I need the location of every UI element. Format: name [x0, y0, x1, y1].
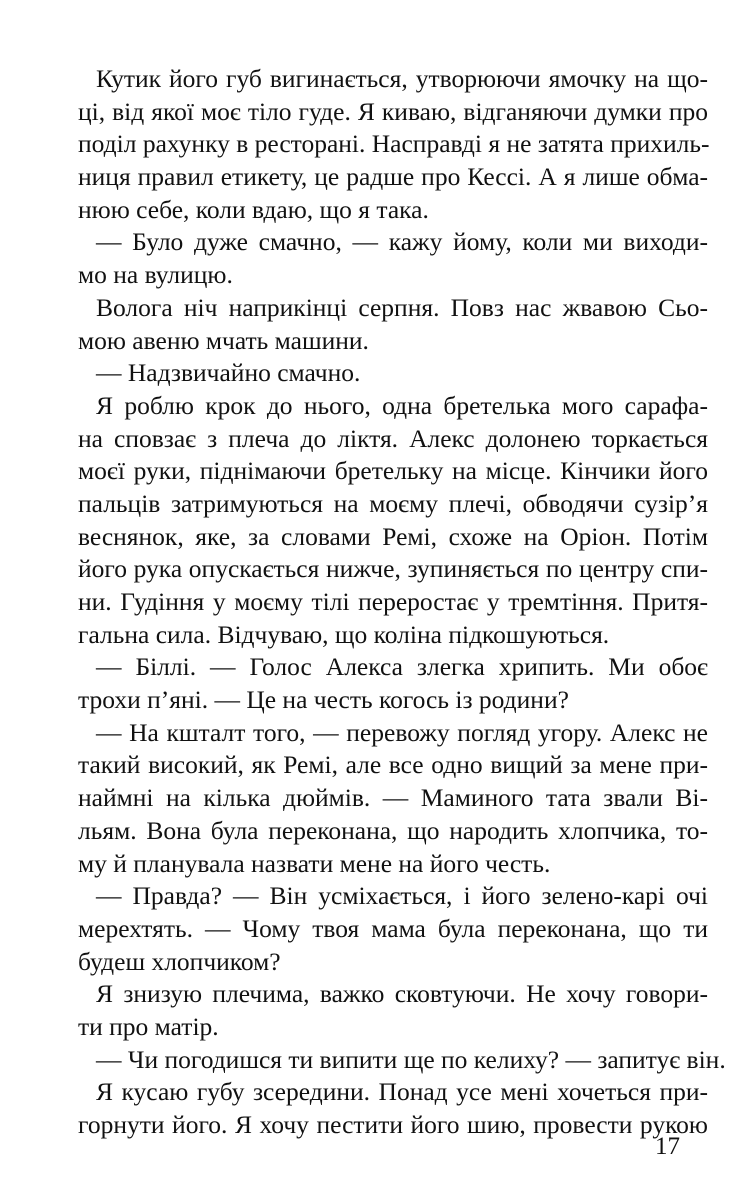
- text-line: ти про матір.: [78, 1011, 219, 1041]
- text-line: — Було дуже смачно, — кажу йому, коли ми виходи-: [96, 227, 708, 257]
- text-line: Я кусаю губу зсередини. Понад усе мені хочеться при-: [96, 1077, 708, 1107]
- text-line: мою авеню мчать машини.: [78, 325, 369, 355]
- text-line: поділ рахунку в ресторані. Насправді я не затята прихиль-: [78, 129, 710, 159]
- text-line: Я роблю крок до нього, одна бретелька мого сарафа-: [96, 390, 708, 420]
- text-line: — На кшталт того, — перевожу погляд угору. Алекс не: [96, 717, 708, 747]
- text-line: мерехтять. — Чому твоя мама була переконана, що ти: [78, 913, 708, 943]
- text-line: — Біллі. — Голос Алекса злегка хрипить. Ми обоє: [96, 652, 708, 682]
- text-line: — Чи погодишся ти випити ще по келиху? — запитує він.: [96, 1044, 726, 1074]
- text-line: ці, від якої моє тіло гуде. Я киваю, відганяючи думки про: [78, 96, 708, 126]
- text-line: ни. Гудіння у моєму тілі переростає у тремтіння. Притя-: [78, 587, 708, 616]
- text-line: його рука опускається нижче, зупиняється по центру спи-: [78, 554, 708, 584]
- text-line: ниця правил етикету, це радше про Кессі. А я лише обма-: [78, 162, 708, 192]
- text-line: на сповзає з плеча до ліктя. Алекс долонею торкається: [78, 423, 708, 453]
- text-line: Кутик його губ вигинається, утворюючи ямочку на що-: [96, 64, 708, 93]
- text-line: такий високий, як Ремі, але все одно вищий за мене при-: [78, 750, 708, 780]
- text-line: льям. Вона була переконана, що народить хлопчика, то-: [78, 815, 708, 845]
- book-page-text: [78, 63, 726, 1142]
- text-line: му й планувала назвати мене на його честь.: [78, 848, 551, 878]
- text-line: — Надзвичайно смачно.: [96, 358, 361, 388]
- text-line: будеш хлопчиком?: [78, 946, 281, 976]
- text-line: моєї руки, піднімаючи бретельку на місце. Кінчики його: [78, 456, 708, 486]
- text-line: веснянок, яке, за словами Ремі, схоже на Оріон. Потім: [78, 521, 708, 551]
- text-line: — Правда? — Він усміхається, і його зелено-карі очі: [96, 881, 708, 911]
- text-line: нюю себе, коли вдаю, що я така.: [78, 194, 429, 224]
- text-line: горнути його. Я хочу пестити його шию, провести рукою: [78, 1110, 708, 1139]
- page-number: 17: [655, 1133, 680, 1160]
- text-line: мо на вулицю.: [78, 260, 233, 290]
- text-line: Я знизую плечима, важко сковтуючи. Не хочу говори-: [96, 979, 708, 1009]
- text-line: гальна сила. Відчуваю, що коліна підкошуються.: [78, 619, 610, 649]
- text-line: наймні на кілька дюймів. — Маминого тата звали Ві-: [78, 783, 708, 813]
- text-line: пальців затримуються на моєму плечі, обводячи сузір’я: [78, 488, 708, 518]
- text-line: Волога ніч наприкінці серпня. Повз нас жвавою Сьо-: [96, 292, 708, 322]
- text-line: трохи п’яні. — Це на честь когось із родини?: [78, 685, 569, 715]
